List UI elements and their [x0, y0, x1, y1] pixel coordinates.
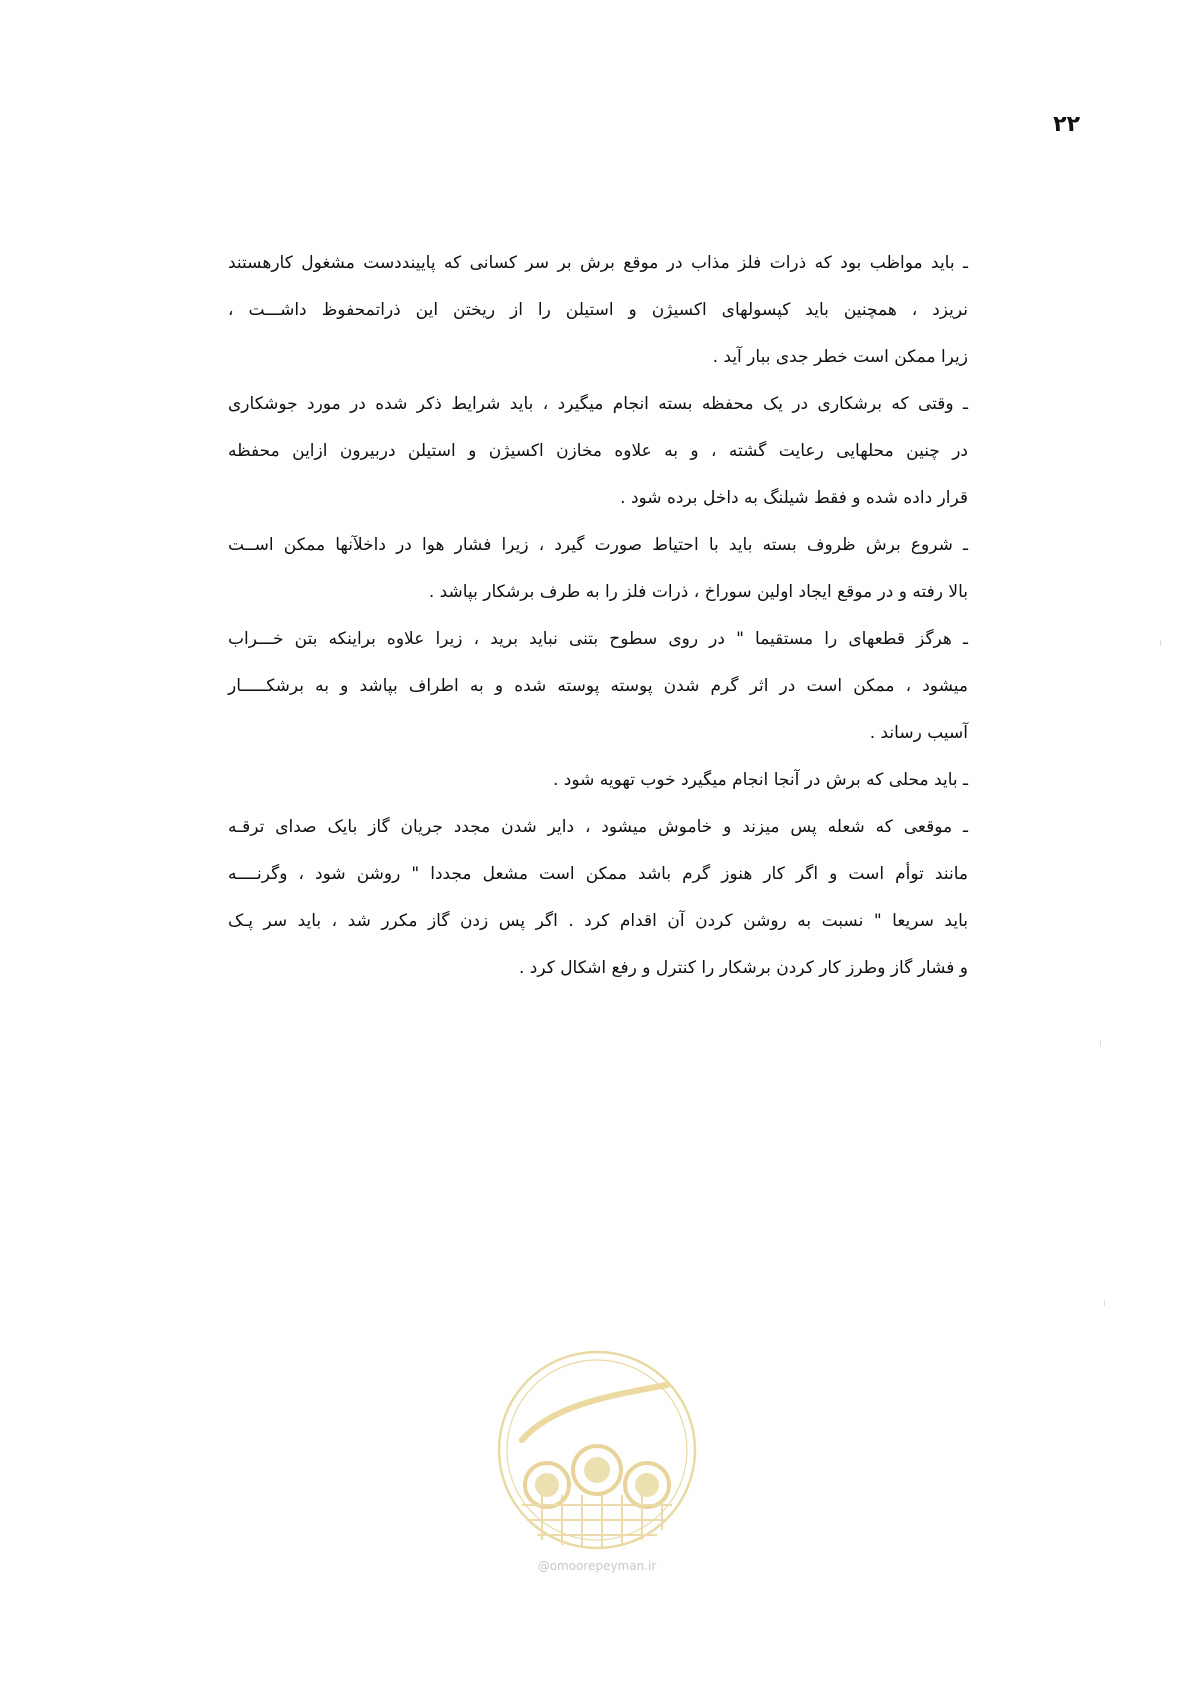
scan-artifact — [1100, 1040, 1101, 1046]
text-line: و فشار گاز وطرز کار کردن برشکار را کنترل و رفع اشکال کرد . — [518, 958, 968, 978]
text-line: ـ باید مواظب بود که ذرات فلز مذاب در موقع برش بر سر کسانی که پایینددست مشغول کارهستند — [228, 253, 968, 273]
text-line: آسیب رساند . — [869, 723, 968, 743]
watermark-url: @omoorepeyman.ir — [537, 1559, 657, 1573]
text-line: ـ هرگز قطعهای را مستقیما " در روی سطوح بتنی نباید برید ، زیرا علاوه براینکه بتن خـــراب — [228, 629, 968, 649]
text-line: ـ باید محلی که برش در آنجا انجام میگیرد خوب تهویه شود . — [552, 770, 968, 790]
text-line: باید سریعا " نسبت به روشن کردن آن اقدام کرد . اگر پس زدن گاز مکرر شد ، باید سر پـک — [228, 911, 968, 931]
scan-artifact — [1104, 1300, 1105, 1306]
text-line: میشود ، ممکن است در اثر گرم شدن پوسته پوسته شده و به اطراف بپاشد و به برشکـــــار — [228, 676, 968, 696]
text-line: ـ وقتی که برشکاری در یک محفظه بسته انجام میگیرد ، باید شرایط ذکر شده در مورد جوشکاری — [228, 394, 968, 414]
scan-artifact — [1160, 640, 1161, 646]
watermark-logo — [492, 1345, 702, 1595]
text-line: ـ موقعی که شعله پس میزند و خاموش میشود ، دایر شدن مجدد جریان گاز بایک صدای ترقـه — [228, 817, 968, 837]
text-line: در چنین محلهایی رعایت گشته ، و به علاوه مخازن اکسیژن و استیلن دربیرون ازاین محفظه — [228, 441, 968, 461]
text-line: مانند توأم است و اگر کار هنوز گرم باشد ممکن است مشعل مجددا " روشن شود ، وگرنــــه — [228, 864, 968, 884]
watermark-seal-icon — [492, 1345, 702, 1555]
text-line: نریزد ، همچنین باید کپسولهای اکسیژن و استیلن را از ریختن این ذراتمحفوظ داشـــت ، — [228, 300, 968, 320]
text-line: بالا رفته و در موقع ایجاد اولین سوراخ ، ذرات فلز را به طرف برشکار بپاشد . — [428, 582, 968, 602]
document-body — [228, 240, 968, 992]
text-line: زیرا ممکن است خطر جدی ببار آید . — [712, 347, 968, 367]
text-line: ـ شروع برش ظروف بسته باید با احتیاط صورت گیرد ، زیرا فشار هوا در داخلآنها ممکن اســت — [228, 535, 968, 555]
page-number: ۲۲ — [1053, 112, 1080, 137]
text-line: قرار داده شده و فقط شیلنگ به داخل برده شود . — [620, 488, 968, 508]
